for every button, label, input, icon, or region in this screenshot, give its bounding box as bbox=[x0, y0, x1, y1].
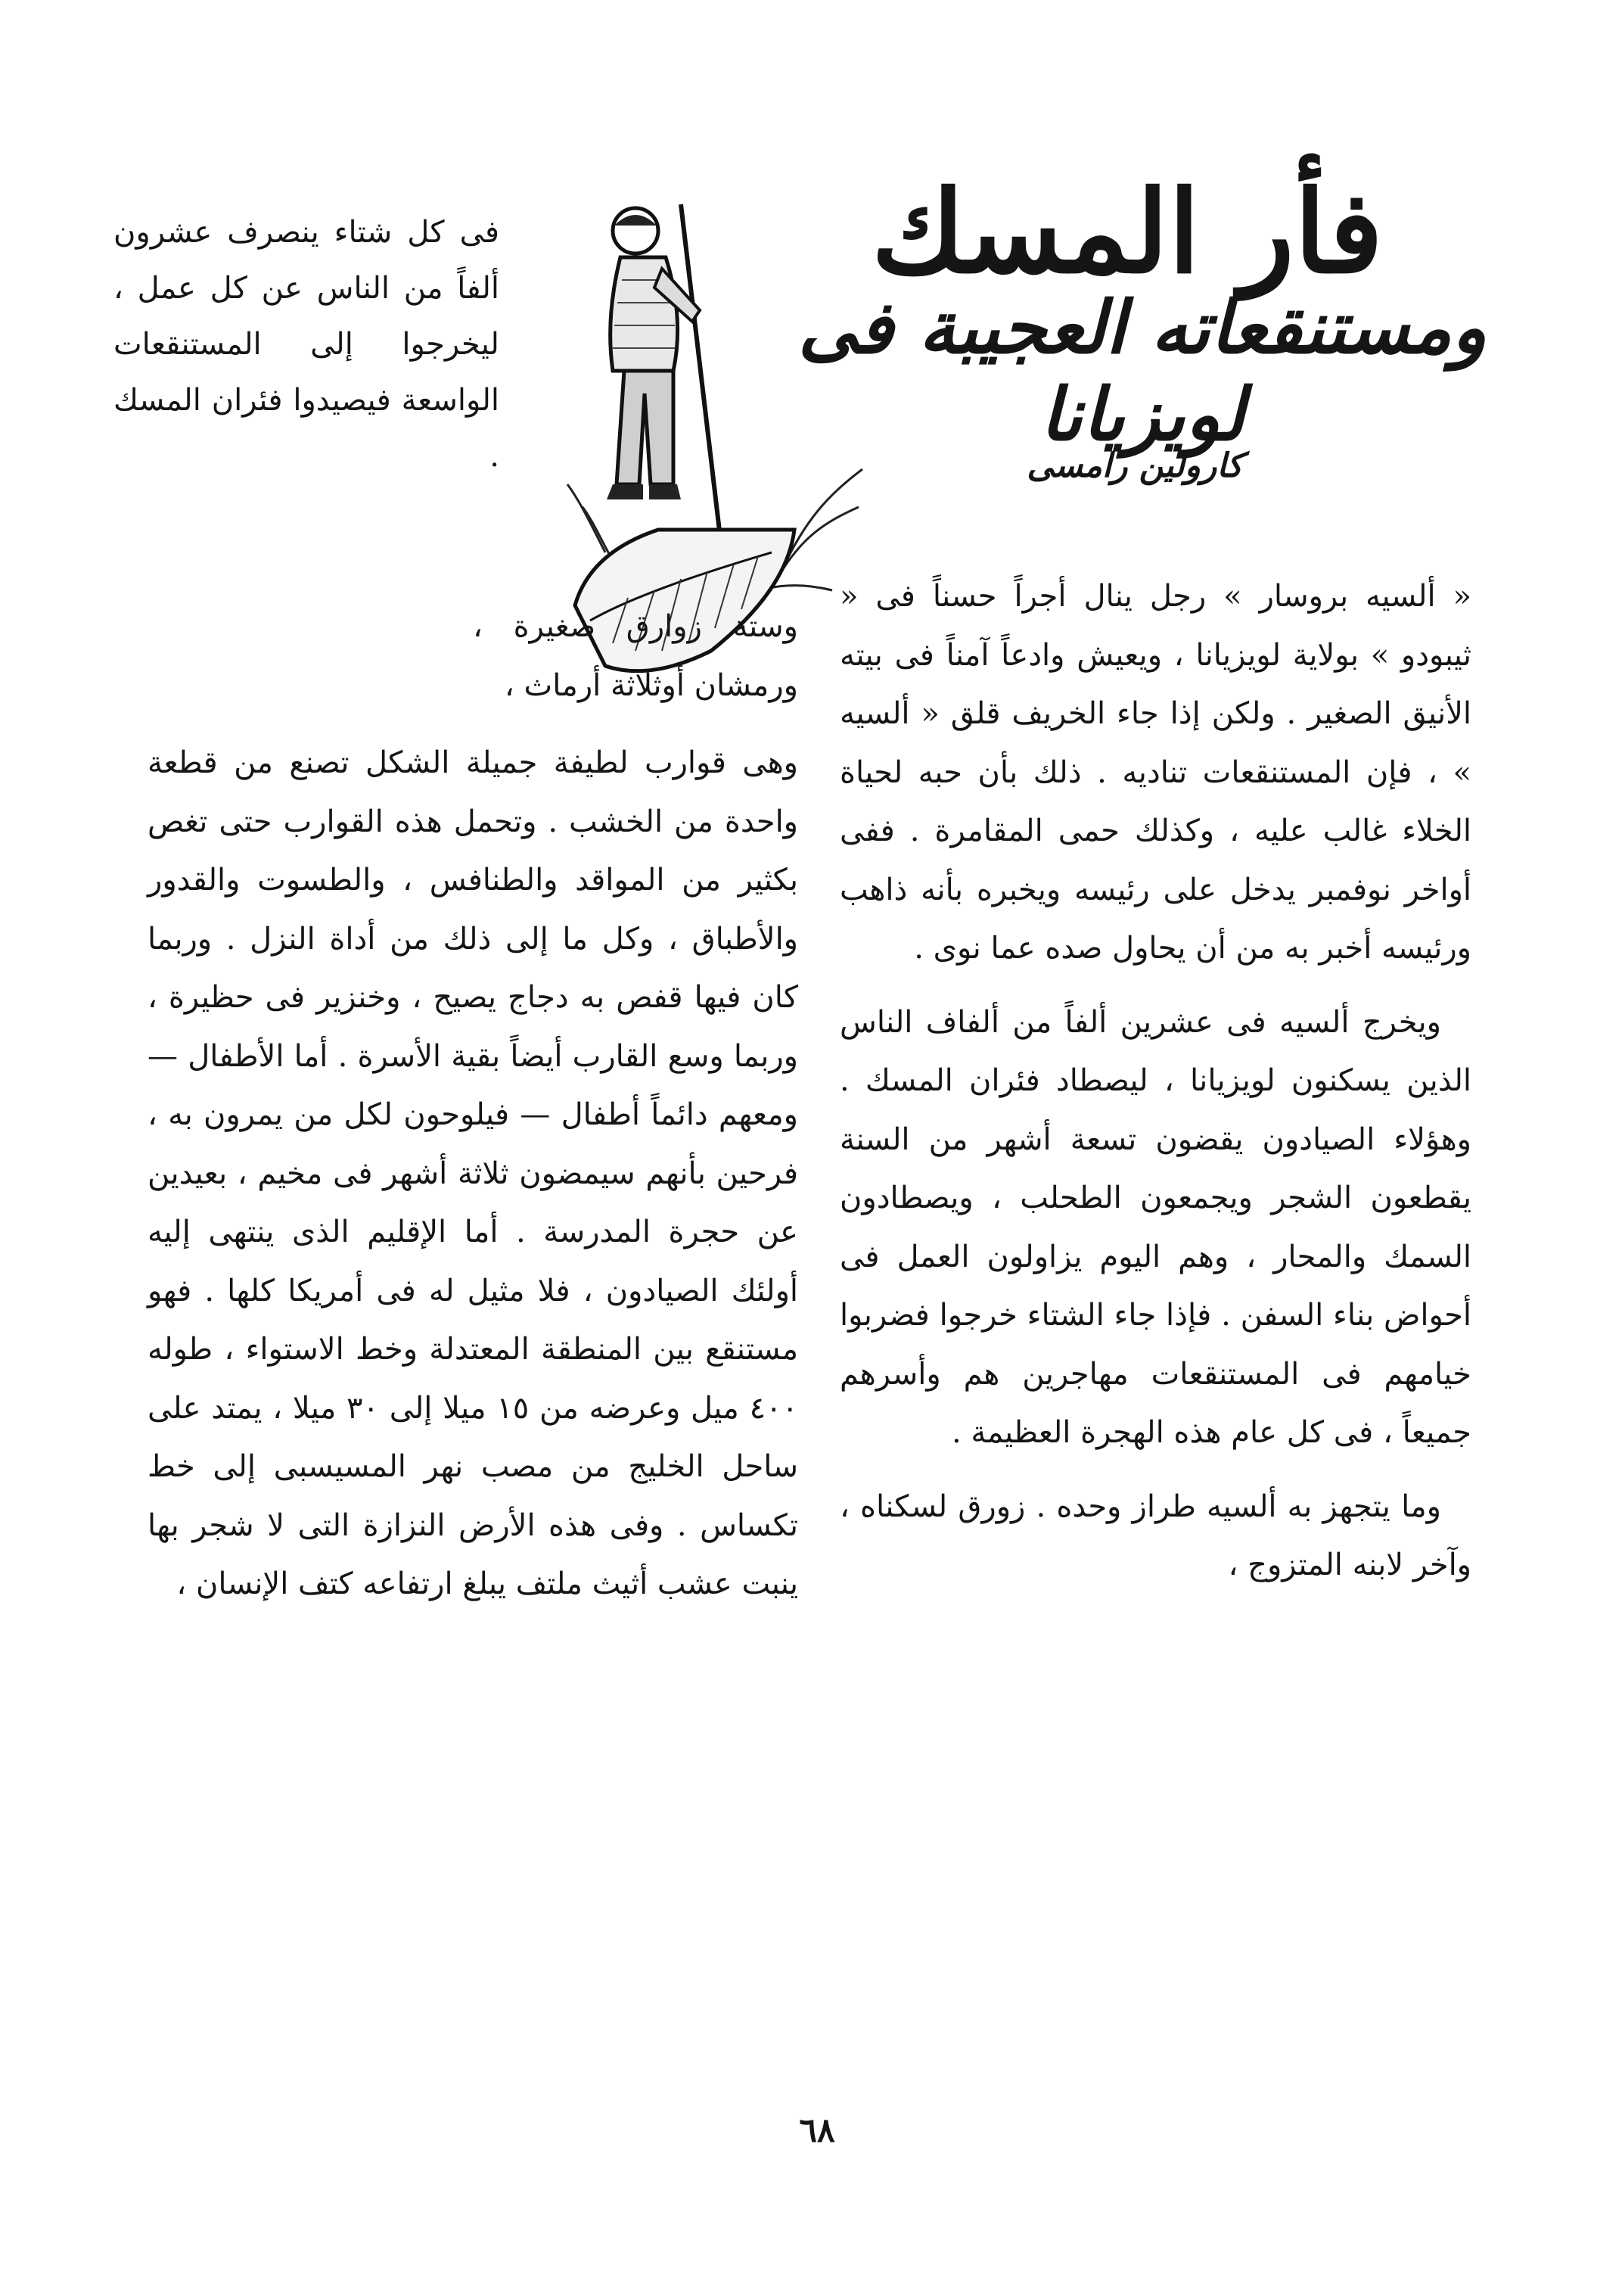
paragraph: ويخرج ألسيه فى عشرين ألفاً من ألفاف الناس الذين يسكنون لويزيانا ، ليصطاد فئران المسك . وهؤلاء الصيادون يقضون تسعة أشهر من السنة يقطعون الشجر ويجمعون الطحلب ، ويصطادون السمك والمحار ، وهم اليوم يزاولون العمل فى أحواض بناء السفن . فإذا جاء الشتاء خرجوا فضربوا خيامهم فى المستنقعات مهاجرين هم وأسرهم جميعاً ، فى كل عام هذه الهجرة العظيمة . bbox=[840, 1004, 1471, 1450]
article-title: فأر المسك bbox=[871, 166, 1384, 299]
article-column-left-top bbox=[473, 598, 798, 715]
article-column-left bbox=[148, 734, 798, 1614]
paragraph: « ألسيه بروسار » رجل ينال أجراً حسناً فى « ثيبودو » بولاية لويزيانا ، ويعيش وادعاً آمناً فى بيته الأنيق الصغير . ولكن إذا جاء الخريف قلق « ألسيه » ، فإن المستنقعات تناديه . ذلك بأن حبه لحياة الخلاء غالب عليه ، وكذلك حمى المقامرة . ففى أواخر نوفمبر يدخل على رئيسه ويخبره بأنه ذاهب ورئيسه أخبر به من أن يحاول صده عما نوى . bbox=[840, 579, 1471, 966]
article-author: كارولين رامسى bbox=[1027, 446, 1243, 485]
article-subtitle: ومستنقعاته العجيبة فى لويزيانا bbox=[797, 285, 1487, 458]
paragraph: وهى قوارب لطيفة جميلة الشكل تصنع من قطعة واحدة من الخشب . وتحمل هذه القوارب حتى تغص بكثير من المواقد والطنافس ، والطسوت والقدور والأطباق ، وكل ما إلى ذلك من أداة النزل . وربما كان فيها قفص به دجاج يصيح ، وخنزير فى حظيرة ، وربما وسع القارب أيضاً بقية الأسرة . أما الأطفال — ومعهم دائماً أطفال — فيلوحون لكل من يمرون به ، فرحين بأنهم سيمضون ثلاثة أشهر فى مخيم ، بعيدين عن حجرة المدرسة . أما الإقليم الذى ينتهى إليه أولئك الصيادون ، فلا مثيل له فى أمريكا كلها . فهو مستنقع بين المنطقة المعتدلة وخط الاستواء ، طوله ٤٠٠ ميل وعرضه من ١٥ ميلا إلى ٣٠ ميلا ، يمتد على ساحل الخليج من مصب نهر المسيسبى إلى خط تكساس . وفى هذه الأرض النزازة التى لا شجر بها ينبت عشب أثيث ملتف يبلغ ارتفاعه كتف الإنسان ، bbox=[148, 745, 799, 1601]
paragraph: وستة زوارق صغيرة ، ورمشان أوثلاثة أرماث ، bbox=[473, 609, 798, 703]
intro-pull-quote: فى كل شتاء ينصرف عشرون ألفاً من الناس عن كل عمل ، ليخرجوا إلى المستنقعات الواسعة فيصيدوا فئران المسك . bbox=[113, 215, 499, 474]
page-number: ٦٨ bbox=[799, 2111, 835, 2150]
paragraph: وما يتجهز به ألسيه طراز وحده . زورق لسكناه ، وآخر لابنه المتزوج ، bbox=[840, 1489, 1471, 1582]
article-column-right bbox=[840, 568, 1471, 1595]
